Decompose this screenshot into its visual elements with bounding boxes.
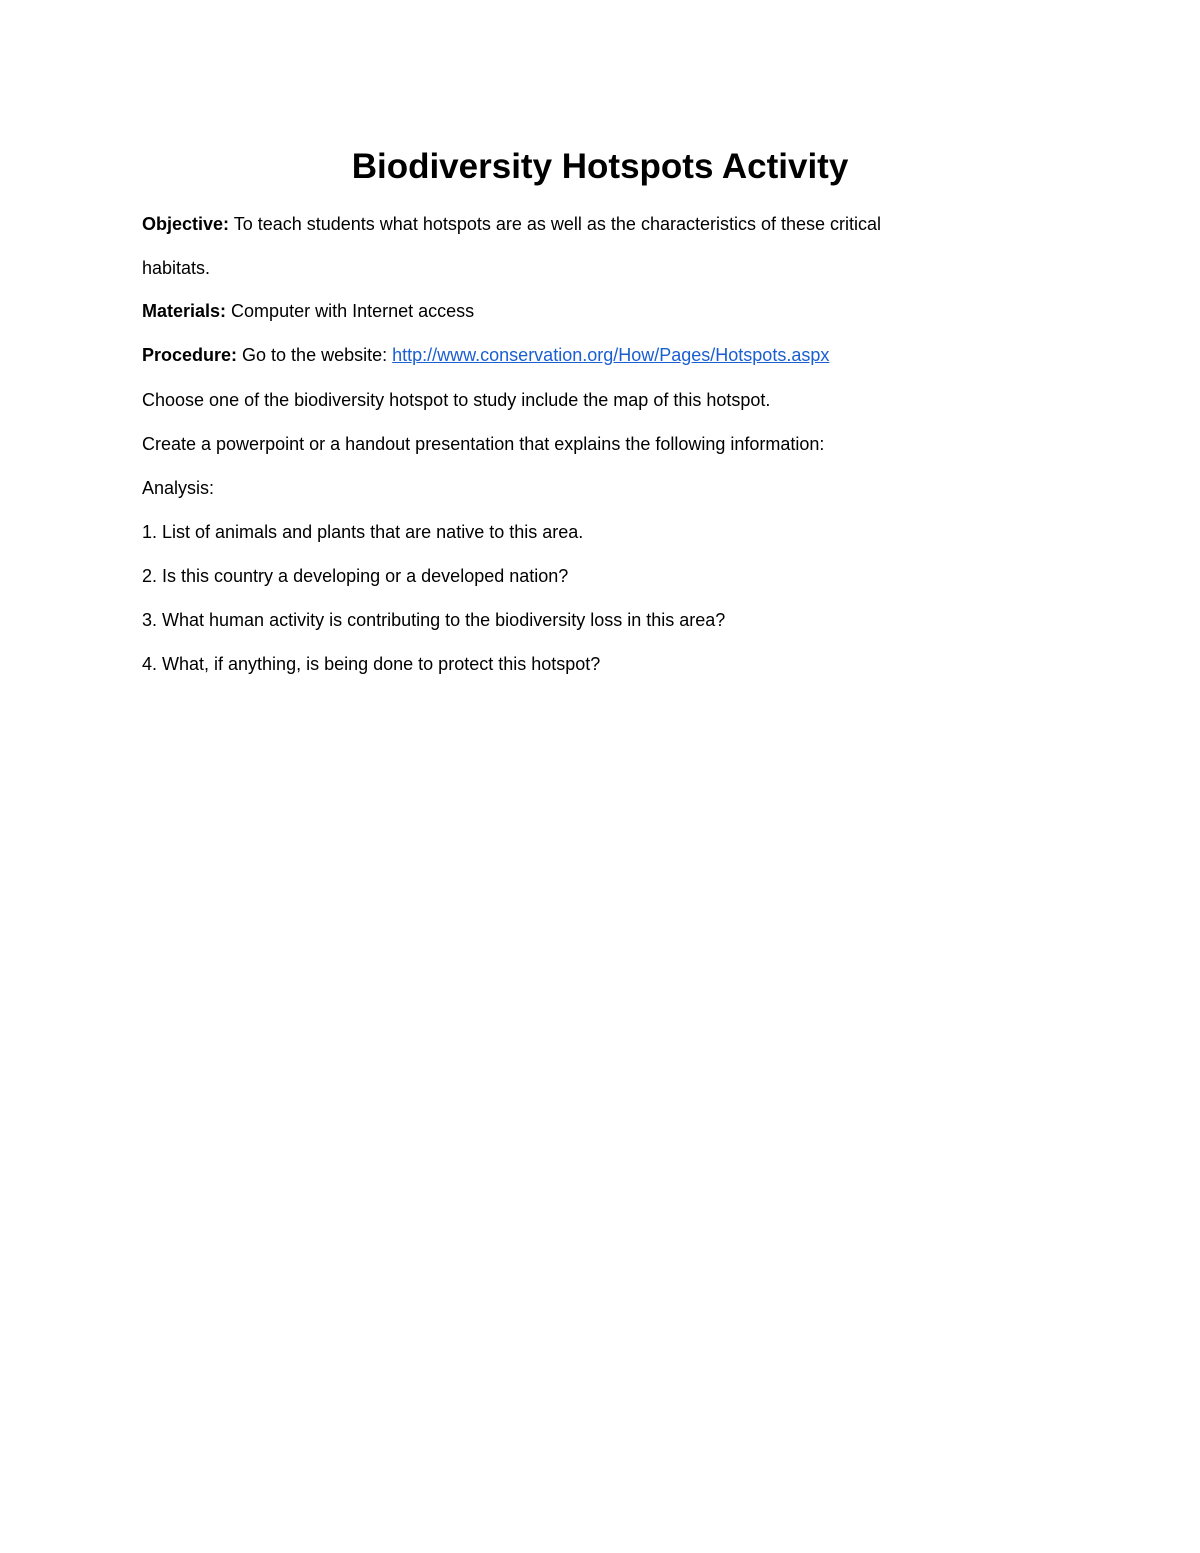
instruction-paragraph: Choose one of the biodiversity hotspot to study include the map of this hotspot.	[142, 390, 771, 410]
hotspots-website-link[interactable]: http://www.conservation.org/How/Pages/Hotspots.aspx	[392, 345, 830, 365]
objective-line	[142, 211, 1042, 237]
objective-continuation: habitats.	[142, 258, 211, 278]
materials-text: Computer with Internet access	[226, 301, 475, 321]
objective-text: To teach students what hotspots are as well as the characteristics of these critical	[229, 214, 882, 234]
document-title: Biodiversity Hotspots Activity	[351, 147, 849, 186]
analysis-heading: Analysis:	[142, 478, 215, 498]
procedure-label: Procedure:	[142, 345, 238, 365]
objective-label: Objective:	[142, 214, 230, 234]
materials-line	[142, 298, 1042, 324]
materials-label: Materials:	[142, 301, 227, 321]
question-item: 4. What, if anything, is being done to protect this hotspot?	[142, 654, 601, 674]
instruction-paragraph: Create a powerpoint or a handout presentation that explains the following information:	[142, 434, 825, 454]
question-item: 1. List of animals and plants that are native to this area.	[142, 522, 584, 542]
question-item: 2. Is this country a developing or a developed nation?	[142, 566, 569, 586]
procedure-text: Go to the website:	[237, 345, 393, 365]
procedure-line	[142, 342, 1042, 368]
question-item: 3. What human activity is contributing to the biodiversity loss in this area?	[142, 610, 726, 630]
